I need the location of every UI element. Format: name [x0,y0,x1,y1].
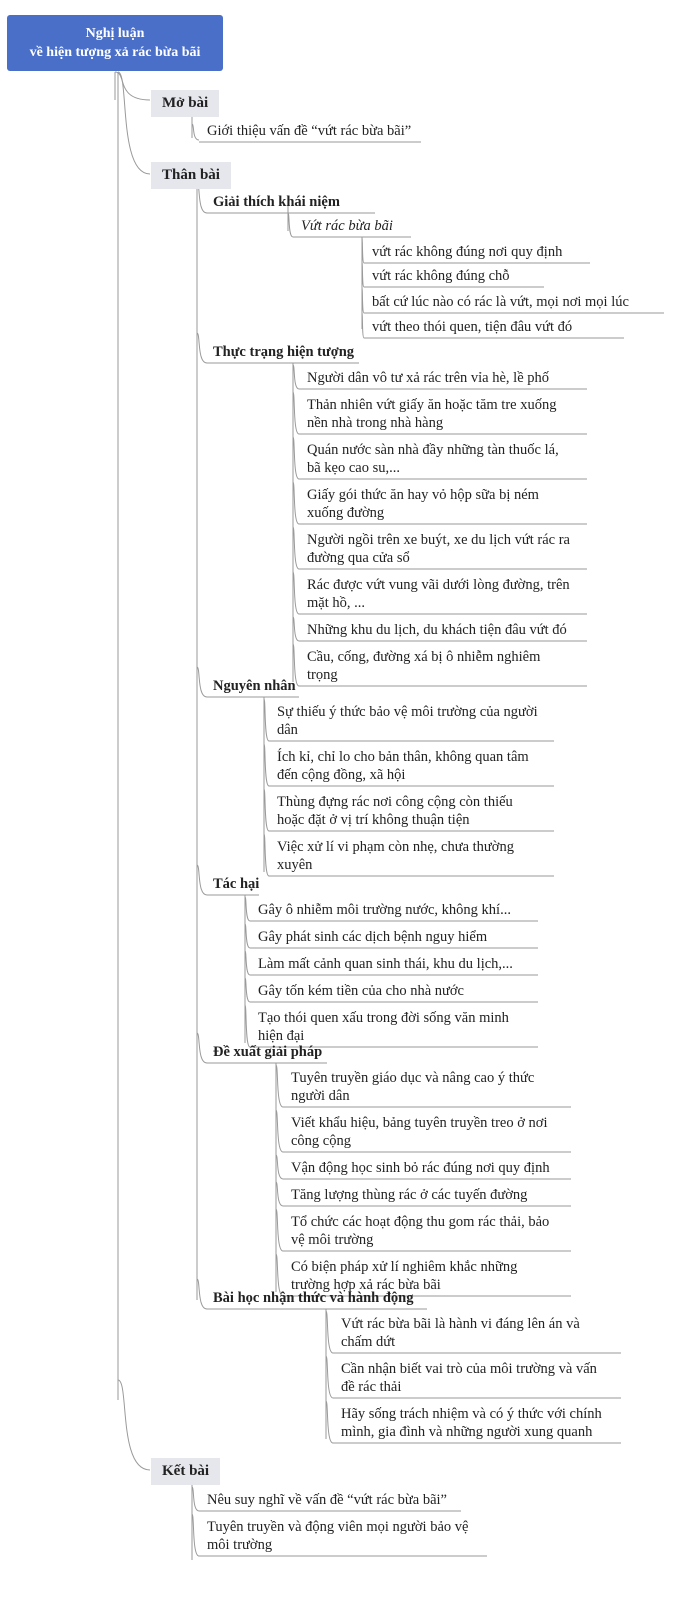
branch-nguyen-nhan[interactable]: Nguyên nhân [213,678,296,694]
node-text-line: bã kẹo cao su,... [307,460,401,476]
connector-curve [293,437,299,479]
node-text-line: đến cộng đồng, xã hội [277,767,406,783]
node-text-line: Tạo thói quen xấu trong đời sống văn minh [258,1010,509,1026]
node-text-line: Cần nhận biết vai trò của môi trường và vấn [341,1361,597,1377]
connector-curve [118,1380,150,1470]
connector-curve [276,1155,283,1179]
giai-thich-item[interactable] [372,267,510,285]
bai-hoc-item[interactable] [341,1315,580,1351]
branch-bai-hoc[interactable]: Bài học nhận thức và hành động [213,1290,414,1306]
connector-curve [293,572,299,614]
node-text-line: trọng [307,667,338,683]
giai-phap-item[interactable] [291,1159,550,1177]
connector-curve [326,1311,333,1353]
node-text-line: xuống đường [307,505,385,521]
connector-curve [362,312,364,338]
connector-curve [197,1033,207,1063]
node-text-line: đường qua cửa sổ [307,550,410,566]
node-text-line: Những khu du lịch, du khách tiện đâu vứt đó [307,622,567,638]
connector-curve [245,924,250,948]
node-text-line: Ích kỉ, chỉ lo cho bản thân, không quan tâm [277,749,529,765]
connector-curve [192,1514,199,1556]
node-text-line: Nêu suy nghĩ về vấn đề “vứt rác bừa bãi” [207,1492,447,1508]
thuc-trang-item[interactable] [307,531,570,567]
connector-curve [276,1110,283,1152]
tac-hai-item[interactable] [258,955,513,973]
connector-curve [276,1209,283,1251]
node-text-line: vứt rác không đúng nơi quy định [372,244,563,260]
connector-curve [288,213,293,237]
node-text-line: Rác được vứt vung vãi dưới lòng đường, trên [307,577,570,593]
nguyen-nhan-item[interactable] [277,838,514,874]
node-text-line: công cộng [291,1133,351,1149]
thuc-trang-item[interactable] [307,441,559,477]
tac-hai-item[interactable] [258,928,487,946]
bai-hoc-item[interactable] [341,1405,602,1441]
node-text-line: Giới thiệu vấn đề “vứt rác bừa bãi” [207,123,412,139]
node-text-line: môi trường [207,1537,273,1553]
thuc-trang-item[interactable] [307,621,567,639]
branch-tac-hai[interactable]: Tác hại [213,876,260,892]
connector-curve [264,789,269,831]
connector-curve [197,1279,207,1309]
section-mo-bai[interactable]: Mở bài [151,90,219,117]
node-text-line: hoặc đặt ở vị trí không thuận tiện [277,812,470,828]
node-text-line: Tuyên truyền và động viên mọi người bảo vệ [207,1519,469,1535]
node-text-line: Tổ chức các hoạt động thu gom rác thải, bảo [291,1214,550,1230]
node-text-line: Cầu, cống, đường xá bị ô nhiễm nghiêm [307,649,541,665]
connector-curve [264,699,269,741]
node-text-line: vệ môi trường [291,1232,374,1248]
connector-curve [293,482,299,524]
giai-phap-item[interactable] [291,1186,527,1204]
title-line-1: Nghị luận [85,26,145,41]
node-text-line: vứt theo thói quen, tiện đâu vứt đó [372,319,573,335]
connector-curve [293,527,299,569]
node-text-line: Hãy sống trách nhiệm và có ý thức với chính [341,1406,602,1422]
connector-curve [192,1487,199,1511]
title-line-2: về hiện tượng xả rác bừa bãi [29,45,201,60]
node-text-line: Thùng đựng rác nơi công cộng còn thiếu [277,794,513,810]
node-text-line: Gây tốn kém tiền của cho nhà nước [258,983,464,999]
connector-curve [245,951,250,975]
tac-hai-item[interactable] [258,1009,509,1045]
tac-hai-item[interactable] [258,901,511,919]
connector-curve [245,978,250,1002]
node-text-line: mặt hồ, ... [307,595,365,611]
root-node-title[interactable] [7,15,223,71]
node-text-line: Vận động học sinh bỏ rác đúng nơi quy định [291,1160,550,1176]
connector-curve [293,617,299,641]
node-text-line: Sự thiếu ý thức bảo vệ môi trường của người [277,704,538,720]
node-text-line: Gây phát sinh các dịch bệnh nguy hiểm [258,929,488,945]
concept-node[interactable]: Vứt rác bừa bãi [301,218,393,234]
node-text-line: Quán nước sàn nhà đầy những tàn thuốc lá, [307,442,559,458]
node-text-line: Giấy gói thức ăn hay vỏ hộp sữa bị ném [307,487,539,503]
section-ket-bai[interactable]: Kết bài [151,1458,220,1485]
node-text-line: Có biện pháp xử lí nghiêm khắc những [291,1259,518,1275]
section-than-bai[interactable]: Thân bài [151,162,231,189]
connector-curve [245,1005,250,1047]
connector-curve [245,897,250,921]
connector-curve [276,1065,283,1107]
connector-curve [326,1401,333,1443]
connector-curve [264,834,269,876]
node-text-line: người dân [291,1088,350,1104]
connector-curve [276,1182,283,1206]
giai-phap-item[interactable] [291,1213,549,1249]
connector-curve [293,365,299,389]
tac-hai-item[interactable] [258,982,464,1000]
thuc-trang-item[interactable] [307,369,549,387]
node-text-line: nền nhà trong nhà hàng [307,415,444,431]
giai-phap-item[interactable] [291,1069,534,1105]
connector-curve [115,72,150,100]
connector-curve [264,744,269,786]
connector-curve [118,72,150,174]
node-text-line: Làm mất cảnh quan sinh thái, khu du lịch,... [258,956,513,972]
node-text-line: Việc xử lí vi phạm còn nhẹ, chưa thường [277,839,514,855]
nguyen-nhan-item[interactable] [277,748,529,784]
connector-curve [197,667,207,697]
node-text-line: Vứt rác bừa bãi là hành vi đáng lên án và [341,1316,580,1332]
node-text-line: trường hợp xả rác bừa bãi [291,1277,441,1293]
node-text-line: xuyên [277,857,313,873]
node-text-line: Thản nhiên vứt giấy ăn hoặc tăm tre xuống [307,397,557,413]
node-text-line: Gây ô nhiễm môi trường nước, không khí... [258,902,511,918]
connector-curve [197,865,207,895]
node-text-line: bất cứ lúc nào có rác là vứt, mọi nơi mọi lúc [372,294,629,310]
mo-bai-item[interactable] [207,122,411,140]
giai-thich-item[interactable] [372,318,572,336]
connector-curve [192,124,199,140]
node-text-line: vứt rác không đúng chỗ [372,268,510,284]
node-text-line: đề rác thải [341,1379,402,1395]
branch-thuc-trang[interactable]: Thực trạng hiện tượng [213,344,355,360]
node-text-line: Người dân vô tư xả rác trên vỉa hè, lề phố [307,370,550,386]
node-text-line: Người ngồi trên xe buýt, xe du lịch vứt rác ra [307,532,570,548]
thuc-trang-item[interactable] [307,486,539,522]
connector-curve [326,1356,333,1398]
giai-thich-item[interactable] [372,243,562,261]
connector-curve [293,392,299,434]
branch-giai-thich[interactable]: Giải thích khái niệm [213,194,340,210]
thuc-trang-item[interactable] [307,576,570,612]
giai-phap-item[interactable] [291,1114,547,1150]
nguyen-nhan-item[interactable] [277,793,513,829]
branch-giai-phap[interactable]: Đề xuất giải pháp [213,1044,323,1060]
connector-curve [197,333,207,363]
giai-thich-item[interactable] [372,293,629,311]
node-text-line: chấm dứt [341,1334,396,1350]
nguyen-nhan-item[interactable] [277,703,538,739]
bai-hoc-item[interactable] [341,1360,597,1396]
node-text-line: dân [277,722,298,738]
node-text-line: Tuyên truyền giáo dục và nâng cao ý thức [291,1070,535,1086]
thuc-trang-item[interactable] [307,648,540,684]
node-text-line: hiện đại [258,1028,305,1044]
node-text-line: Tăng lượng thùng rác ở các tuyến đường [291,1187,528,1203]
node-text-line: Viết khẩu hiệu, bảng tuyên truyền treo ở nơi [291,1115,548,1131]
ket-bai-item[interactable] [207,1518,468,1554]
thuc-trang-item[interactable] [307,396,556,432]
node-text-line: mình, gia đình và những người xung quanh [341,1424,593,1440]
ket-bai-item[interactable] [207,1491,447,1509]
